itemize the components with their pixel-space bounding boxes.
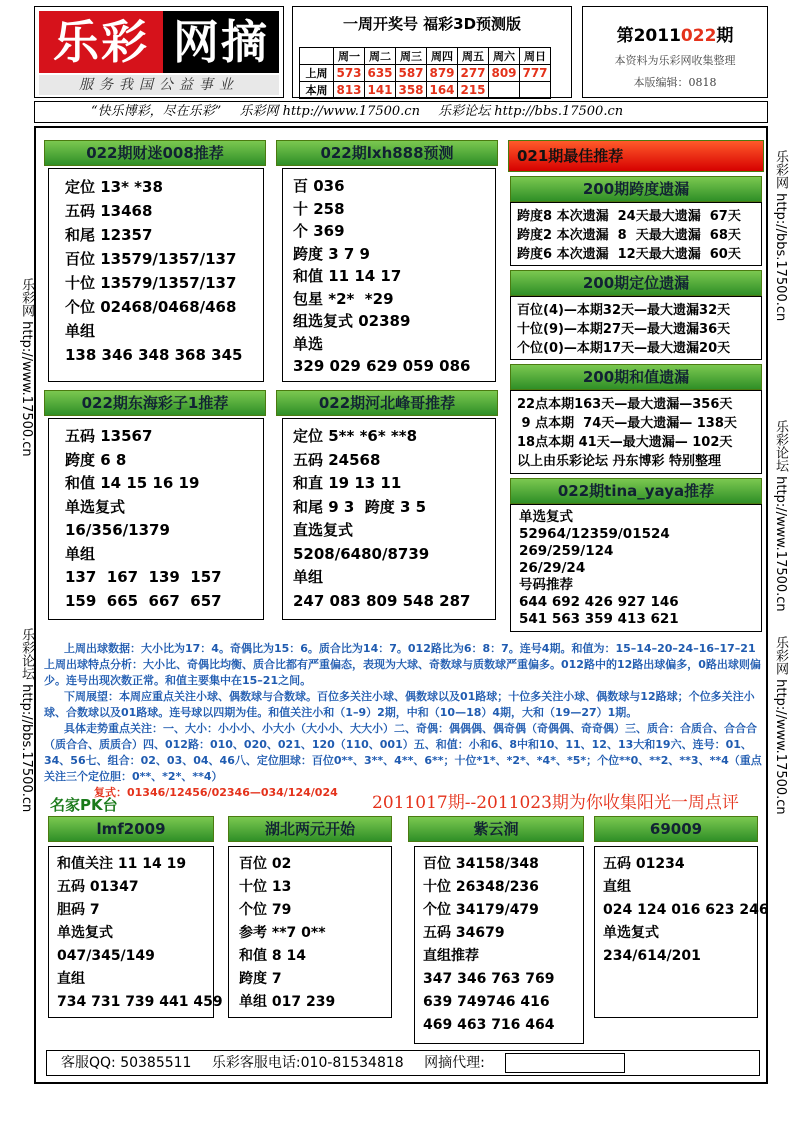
table-cell: 周六 [489,48,520,65]
pk-col-body [414,846,584,1044]
analysis-paragraph: 下周展望：本周应重点关注小球、偶数球与合数球。百位多关注小球、偶数球以及01路球；十位多关注小球、偶数球与12路球；个位多关注小球、合数球以及01路球。连号球以四期为佳。和值关注小和（1–9）2期，中和（10—18）4期，大和（19—27）1期。 [44,690,755,719]
list-item: 5208/6480/8739 [293,544,430,563]
list-item: 十位 26348/236 [423,879,539,895]
list-item: 百位 13579/1357/137 [65,250,237,268]
list-item: 跨度8 本次遗漏 24天最大遗漏 67天 [517,209,741,224]
list-item: 541 563 359 413 621 [519,611,679,627]
list-item: 十位(9)—本期27天—最大遗漏36天 [517,322,731,337]
list-item: 138 346 348 368 345 [65,346,243,364]
list-item: 百位 34158/348 [423,856,539,872]
panel-body [282,418,496,620]
agent-blank-field [505,1053,625,1073]
slogan-quote: “快乐博彩，尽在乐彩” [91,104,222,119]
list-item: 137 167 139 157 [65,568,222,586]
list-item: 五码 13468 [65,202,153,220]
pk-col-body [228,846,392,1018]
side-text-right-mid: 乐彩论坛 http://www.17500.cn [773,420,788,612]
list-item: 52964/12359/01524 [519,526,670,542]
panel-lines [511,203,761,264]
list-item: 五码 01234 [603,856,685,872]
list-item: 跨度 6 8 [65,450,127,469]
list-item: 定位 5** *6* **8 [293,427,418,445]
list-item: 直组 [603,879,631,895]
table-row [300,82,551,99]
list-item: 个位 79 [239,902,292,918]
list-item: 247 083 809 548 287 [293,591,471,610]
list-item: 以上由乐彩论坛 丹东博彩 特别整理 [517,454,722,469]
panel-body [510,202,762,266]
list-item: 和尾 9 3 跨度 3 5 [293,497,427,516]
list-item: 百位 02 [239,856,292,872]
week-results [292,6,572,98]
list-item: 639 749746 416 [423,994,550,1010]
table-cell: 879 [427,65,458,82]
footer [46,1050,760,1076]
panel-lines [415,847,583,1037]
issue-box [582,6,768,98]
list-item: 和值 14 15 16 19 [65,474,200,492]
list-item: 跨度2 本次遗漏 8 天最大遗漏 68天 [517,228,741,243]
list-item: 644 692 426 927 146 [519,594,679,610]
list-item: 百 036 [293,177,345,195]
table-cell [520,82,551,99]
list-item: 234/614/201 [603,948,701,964]
table-cell: 164 [427,82,458,99]
side-text-right-top: 乐彩网 http://bbs.17500.cn [773,150,788,322]
table-cell: 587 [396,65,427,82]
table-cell: 358 [396,82,427,99]
pk-note: 2011017期--2011023期为你收集阳光一周点评 [372,793,739,813]
panel-body [510,296,762,360]
panel-body [48,418,264,620]
table-cell: 周四 [427,48,458,65]
panel-body [510,504,762,632]
pk-col-body [48,846,223,1018]
list-item: 347 346 763 769 [423,971,555,987]
list-item: 个位 02468/0468/468 [65,298,237,316]
panel-title: 200期和值遗漏 [510,364,762,390]
table-cell: 周一 [334,48,365,65]
list-item: 五码 24568 [293,450,381,469]
panel-body [510,390,762,474]
panel-title: 200期定位遗漏 [510,270,762,296]
issue-number: 第2011022期 [616,26,734,46]
list-item: 和值关注 11 14 19 [57,856,187,872]
panel-lines [283,169,495,378]
table-cell: 215 [458,82,489,99]
list-item: 单组 017 239 [239,994,336,1010]
footer-qq: 客服QQ: 50385511 [61,1055,192,1071]
list-item: 单组 [65,322,96,340]
list-item: 26/29/24 [519,560,586,576]
table-row [300,65,551,82]
analysis-paragraph: 上周出球数据：大小比为17：4。奇偶比为15：6。质合比为14：7。012路比为6：8：7。连号4期。和值为：15–14–20–24–16–17–21 上周出球特点分析：大小比、奇偶比均衡、质合比都有严重偏态，表现为大球、奇数球与质数球严重偏多。012路中的12路出球偏多，0路出球则偏少。连号出现次数正常。和值主要集中在15–21之间。 [44,642,761,687]
panel-title: 022期lxh888预测 [276,140,498,166]
panel-lines [49,169,263,367]
panel-title: 022期东海彩子1推荐 [44,390,266,416]
panel-title: 022期tina_yaya推荐 [510,478,762,504]
list-item: 跨度6 本次遗漏 12天最大遗漏 60天 [517,247,741,262]
table-cell: 635 [365,65,396,82]
list-item: 单选复式 [603,925,659,941]
list-item: 单组 [65,544,96,563]
list-item: 329 029 629 059 086 [293,357,471,375]
logo-slogan: 服务我国公益事业 [39,75,279,95]
list-item: 胆码 7 [57,902,100,918]
list-item: 个 369 [293,222,345,240]
list-item: 包星 *2* *29 [293,289,394,308]
pk-col-body [594,846,769,1018]
list-item: 469 463 716 464 [423,1017,555,1033]
list-item: 22点本期163天—最大遗漏—356天 [517,397,733,412]
footer-agent: 网摘代理: [424,1055,485,1071]
table-cell: 573 [334,65,365,82]
panel-title: 200期跨度遗漏 [510,176,762,202]
table-cell: 277 [458,65,489,82]
analysis-paragraph: 具体走势重点关注：一、大小：小小小、小大小（大小小、大大小）二、奇偶：偶偶偶、偶奇偶（奇偶偶、奇奇偶）三、质合：合质合、合合合（质合合、质质合）四、012路：010、020、021、120（110、001）五、和值：小和6、8中和10、11、12、13大和19六、连号：01、34、56七、组合：02、03、04、46八、定位胆球：百位0**、3**、4**、6**；十位*1*、*2*、*4*、*5*；个位**0、**2、**3、**4（重点关注三个定位胆：0**、*2*、**4） [44,722,762,783]
list-item: 单选复式 [65,497,126,516]
table-cell: 809 [489,65,520,82]
issue-note: 本资料为乐彩网收集整理 [614,54,736,67]
table-cell: 周二 [365,48,396,65]
list-item: 跨度 3 7 9 [293,244,370,263]
panel-lines [283,419,495,613]
panel-body [48,168,264,382]
panel-lines [511,505,761,628]
panel-lines [49,419,263,613]
table-cell: 周三 [396,48,427,65]
panel-lines [229,847,391,1014]
list-item: 百位(4)—本期32天—最大遗漏32天 [517,303,731,318]
panel-lines [595,847,769,968]
list-item: 个位 34179/479 [423,902,539,918]
list-item: 五码 34679 [423,925,505,941]
table-cell [300,48,334,65]
list-item: 定位 13* *38 [65,178,163,196]
list-item: 参考 **7 0** [239,925,326,941]
panel-body [282,168,496,382]
panel-title: 022期河北峰哥推荐 [276,390,498,416]
list-item: 16/356/1379 [65,521,170,539]
week-title: 一周开奖号 福彩3D预测版 [342,15,522,33]
list-item: 个位(0)—本期17天—最大遗漏20天 [517,341,731,356]
side-text-left-top: 乐彩网 http://www.17500.cn [19,278,34,457]
list-item: 五码 01347 [57,879,139,895]
list-item: 单选复式 [519,509,573,525]
list-item: 和值 11 14 17 [293,267,402,285]
list-item: 直选复式 [293,521,354,539]
list-item: 十位 13 [239,879,292,895]
list-item: 9 点本期 74天—最大遗漏— 138天 [517,416,737,431]
week-table [299,47,551,99]
panel-title: 022期财迷008推荐 [44,140,266,166]
table-cell: 777 [520,65,551,82]
logo [34,6,284,98]
table-cell: 813 [334,82,365,99]
side-text-right-bottom: 乐彩网 http://www.17500.cn [773,636,788,815]
panel-lines [511,391,761,471]
table-cell: 上周 [300,65,334,82]
issue-editor: 本版编辑：0818 [633,76,717,89]
table-cell: 周五 [458,48,489,65]
list-item: 和直 19 13 11 [293,474,402,492]
list-item: 单选复式 [57,925,113,941]
table-cell [489,82,520,99]
list-item: 组选复式 02389 [293,312,411,330]
table-cell: 周日 [520,48,551,65]
site-link-forum[interactable]: 乐彩论坛 http://bbs.17500.cn [438,104,624,119]
side-text-left-bottom: 乐彩论坛 http://bbs.17500.cn [19,628,34,813]
list-item: 单组 [293,568,324,586]
analysis-text [44,641,768,801]
list-item: 直组推荐 [423,948,479,964]
panel-lines [511,297,761,358]
url-bar [34,101,768,123]
list-item: 十 258 [293,199,345,218]
table-row [300,48,551,65]
list-item: 和尾 12357 [65,226,153,244]
footer-phone: 乐彩客服电话:010-81534818 [211,1055,404,1071]
list-item: 734 731 739 441 459 [57,994,223,1010]
pk-col-title: 紫云涧 [408,816,584,842]
logo-right: 网摘 [163,11,279,73]
list-item: 十位 13579/1357/137 [65,274,237,292]
list-item: 024 124 016 623 246 [603,902,769,918]
list-item: 047/345/149 [57,948,155,964]
list-item: 和值 8 14 [239,948,306,964]
panel-lines [49,847,223,1014]
analysis-combo: 复式：01346/12456/02346—034/124/024 [94,786,338,799]
pk-col-title: 湖北两元开始 [228,816,392,842]
list-item: 18点本期 41天—最大遗漏— 102天 [517,435,733,450]
pk-title: 名家PK台 [50,796,118,814]
list-item: 跨度 7 [239,971,282,987]
table-cell: 本周 [300,82,334,99]
list-item: 269/259/124 [519,543,614,559]
list-item: 号码推荐 [519,577,573,593]
site-link-main[interactable]: 乐彩网 http://www.17500.cn [239,104,420,119]
logo-left: 乐彩 [39,11,163,73]
best-recommend-title: 021期最佳推荐 [508,140,764,172]
table-cell: 141 [365,82,396,99]
list-item: 五码 13567 [65,427,153,445]
list-item: 直组 [57,971,85,987]
list-item: 单选 [293,334,324,353]
list-item: 159 665 667 657 [65,591,222,610]
pk-col-title: 69009 [594,816,758,842]
pk-col-title: lmf2009 [48,816,214,842]
